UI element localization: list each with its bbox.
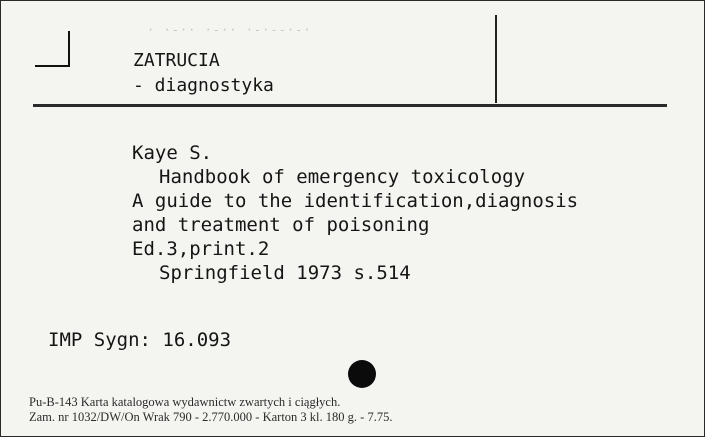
punch-hole (348, 360, 376, 388)
publication-info: Springfield 1973 s.514 (159, 262, 411, 284)
subject-heading: ZATRUCIA (133, 50, 220, 71)
footer-line-1: Pu-B-143 Karta katalogowa wydawnictw zwartych i ciągłych. (29, 395, 341, 409)
header-horizontal-rule (33, 104, 667, 107)
edition: Ed.3,print.2 (132, 238, 270, 260)
faint-stamp-marks: · ·-·· ·-·· ·-·--·-· (147, 23, 312, 37)
subject-subheading: - diagnostyka (133, 75, 274, 96)
corner-bracket-mark (35, 31, 70, 67)
footer-line-2: Zam. nr 1032/DW/On Wrak 790 - 2.770.000 - Karton 3 kl. 180 g. - 7.75. (29, 410, 393, 424)
book-title: Handbook of emergency toxicology (159, 166, 526, 188)
header-vertical-rule (495, 15, 497, 103)
subtitle-line-2: and treatment of poisoning (132, 214, 430, 236)
author: Kaye S. (132, 142, 213, 164)
subtitle-line-1: A guide to the identification,diagnosis (132, 190, 579, 212)
call-number: IMP Sygn: 16.093 (48, 329, 232, 351)
